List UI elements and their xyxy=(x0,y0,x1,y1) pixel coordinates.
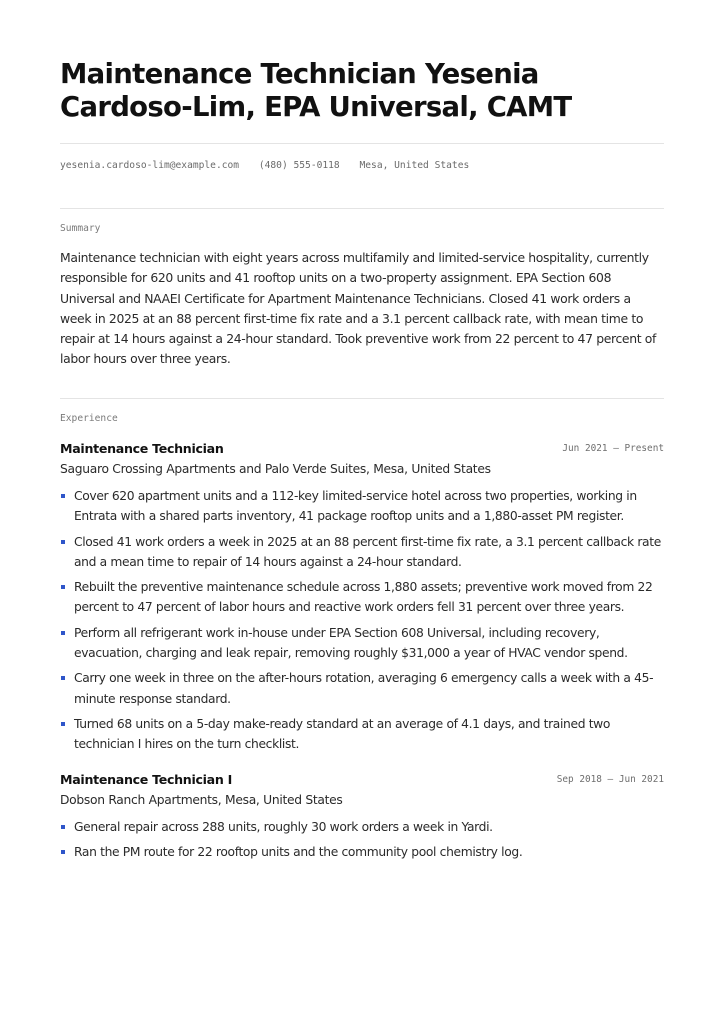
job-bullet-text: Ran the PM route for 22 rooftop units and the community pool chemistry log. xyxy=(74,845,523,860)
job-dates: Sep 2018 — Jun 2021 xyxy=(556,774,664,785)
job-header xyxy=(60,440,664,460)
location-text: Mesa, United States xyxy=(359,160,470,171)
job-bullet-text: Turned 68 units on a 5-day make-ready standard at an average of 4.1 days, and trained two technician I hires on the turn checklist. xyxy=(74,716,611,752)
job-title: Maintenance Technician xyxy=(60,441,224,456)
job-bullet-text: General repair across 288 units, roughly 30 work orders a week in Yardi. xyxy=(74,820,493,834)
email-text[interactable]: yesenia.cardoso-lim@example.com xyxy=(60,160,240,171)
bullet-square-icon xyxy=(61,585,65,589)
contact-line xyxy=(60,159,483,173)
bullet-square-icon xyxy=(61,676,65,680)
summary-text: Maintenance technician with eight years across multifamily and limited-service hospitality, currently responsible for 620 units and 41 rooftop units on a two-property assignment. EPA Section 608 Universal and NAAEI Certificate for Apartment Maintenance Technicians. Closed 41 work orders a week in 2025 at an 88 percent first-time fix rate and a 3.1 percent callback rate, with mean time to repair at 14 hours against a 24-hour standard. Took preventive work from 22 percent to 47 percent of labor hours over three years. xyxy=(60,250,657,367)
bullet-square-icon xyxy=(61,825,65,829)
job-organization: Dobson Ranch Apartments, Mesa, United States xyxy=(60,793,343,807)
job-bullet xyxy=(60,668,664,709)
job-dates: Jun 2021 — Present xyxy=(562,443,664,454)
experience-heading: Experience xyxy=(60,413,118,424)
job-bullet-text: Rebuilt the preventive maintenance schedule across 1,880 assets; preventive work moved from 22 percent to 47 percent of labor hours and reactive work orders fell 31 percent over three years. xyxy=(74,580,653,615)
job-bullet-list xyxy=(60,817,664,863)
job-bullet-text: Perform all refrigerant work in-house under EPA Section 608 Universal, including recovery, evacuation, charging and leak repair, removing roughly $31,000 a year of HVAC vendor spend. xyxy=(74,625,628,661)
bullet-square-icon xyxy=(61,540,65,544)
job-bullet-text: Closed 41 work orders a week in 2025 at an 88 percent first-time fix rate, a 3.1 percent callback rate and a mean time to repair of 14 hours against a 24-hour standard. xyxy=(74,534,661,569)
job-bullet xyxy=(60,817,664,837)
job-bullet-text: Carry one week in three on the after-hours rotation, averaging 6 emergency calls a week with a 45-minute response standard. xyxy=(74,671,654,706)
job-entry xyxy=(60,440,664,760)
job-bullet xyxy=(60,486,664,527)
bullet-square-icon xyxy=(61,850,65,854)
job-bullet xyxy=(60,623,664,664)
bullet-square-icon xyxy=(61,494,65,498)
bullet-square-icon xyxy=(61,631,65,635)
job-title: Maintenance Technician I xyxy=(60,772,232,787)
job-header xyxy=(60,771,664,791)
phone-text[interactable]: (480) 555-0118 xyxy=(258,160,340,171)
job-organization: Saguaro Crossing Apartments and Palo Verde Suites, Mesa, United States xyxy=(60,462,491,476)
bullet-square-icon xyxy=(61,722,65,726)
job-bullet-text: Cover 620 apartment units and a 112-key limited-service hotel across two properties, working in Entrata with a shared parts inventory, 41 package rooftop units and a 1,880-asset PM register. xyxy=(74,489,637,524)
job-bullet xyxy=(60,714,664,755)
experience-divider xyxy=(60,398,664,399)
summary-heading: Summary xyxy=(60,223,101,234)
job-bullet xyxy=(60,577,664,618)
job-bullet-list xyxy=(60,486,664,755)
job-entry xyxy=(60,771,664,868)
job-bullet xyxy=(60,532,664,573)
job-bullet xyxy=(60,842,664,862)
candidate-name: Maintenance Technician Yesenia Cardoso-Lim, EPA Universal, CAMT xyxy=(60,58,572,123)
header-divider xyxy=(60,143,664,144)
summary-divider xyxy=(60,208,664,209)
